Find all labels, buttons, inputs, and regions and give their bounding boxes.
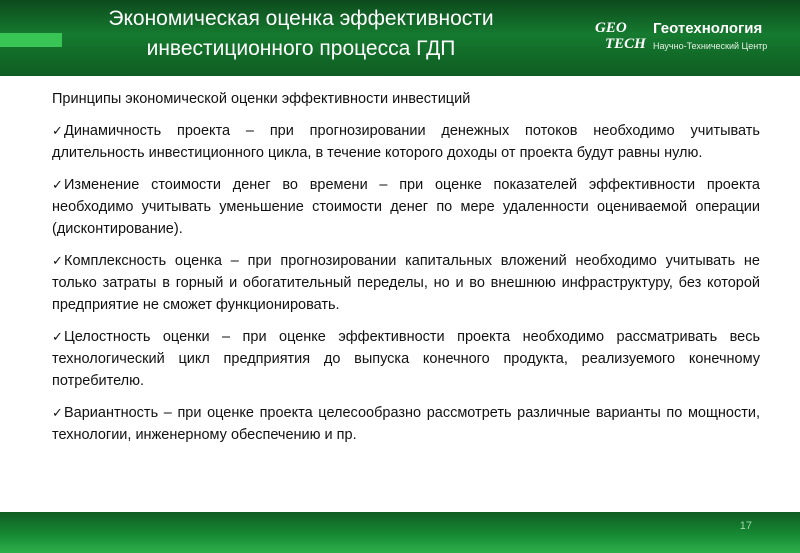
principle-text: Комплексность оценка – при прогнозировании капитальных вложений необходимо учитывать не только затраты в горный и обогатительный переделы, но и во внешнюю инфраструктуру, без которой предприятие не сможет функционировать. bbox=[52, 253, 760, 313]
page-number: 17 bbox=[739, 520, 752, 532]
principle-item bbox=[52, 402, 760, 446]
slide-title-line-2: инвестиционного процесса ГДП bbox=[146, 37, 456, 60]
logo-mark-line-1: GEO bbox=[595, 20, 627, 36]
geotech-logo-icon bbox=[595, 20, 646, 56]
principle-text: Динамичность проекта – при прогнозировании денежных потоков необходимо учитывать длительность инвестиционного цикла, в течение которого доходы от проекта будут равны нулю. bbox=[52, 123, 760, 161]
checkmark-icon: ✓ bbox=[52, 329, 63, 344]
slide-footer bbox=[0, 512, 800, 553]
slide-title bbox=[66, 4, 536, 64]
logo-mark-line-2: TECH bbox=[605, 36, 646, 52]
checkmark-icon: ✓ bbox=[52, 253, 63, 268]
slide-body bbox=[52, 88, 760, 456]
checkmark-icon: ✓ bbox=[52, 123, 63, 138]
logo-company-name: Геотехнология bbox=[653, 20, 763, 37]
header-accent-bar bbox=[0, 33, 62, 47]
slide-title-line-1: Экономическая оценка эффективности bbox=[108, 7, 494, 30]
logo-company-subtitle: Научно-Технический Центр bbox=[653, 41, 768, 51]
section-subtitle: Принципы экономической оценки эффективности инвестиций bbox=[52, 91, 471, 107]
checkmark-icon: ✓ bbox=[52, 405, 63, 420]
principle-text: Вариантность – при оценке проекта целесообразно рассмотреть различные варианты по мощности, технологии, инженерному обеспечению и пр. bbox=[52, 405, 760, 443]
principle-text: Целостность оценки – при оценке эффективности проекта необходимо рассматривать весь технологический цикл предприятия до выпуска конечного продукта, реализуемого конечному потребителю. bbox=[52, 329, 760, 389]
checkmark-icon: ✓ bbox=[52, 177, 63, 192]
principle-item bbox=[52, 174, 760, 240]
company-logo bbox=[595, 18, 795, 58]
slide-header bbox=[0, 0, 800, 76]
principle-text: Изменение стоимости денег во времени – при оценке показателей эффективности проекта необходимо учитывать уменьшение стоимости денег по мере удаленности оцениваемой операции (дисконтирование). bbox=[52, 177, 760, 237]
principle-item bbox=[52, 326, 760, 392]
principle-item bbox=[52, 120, 760, 164]
principle-item bbox=[52, 250, 760, 316]
